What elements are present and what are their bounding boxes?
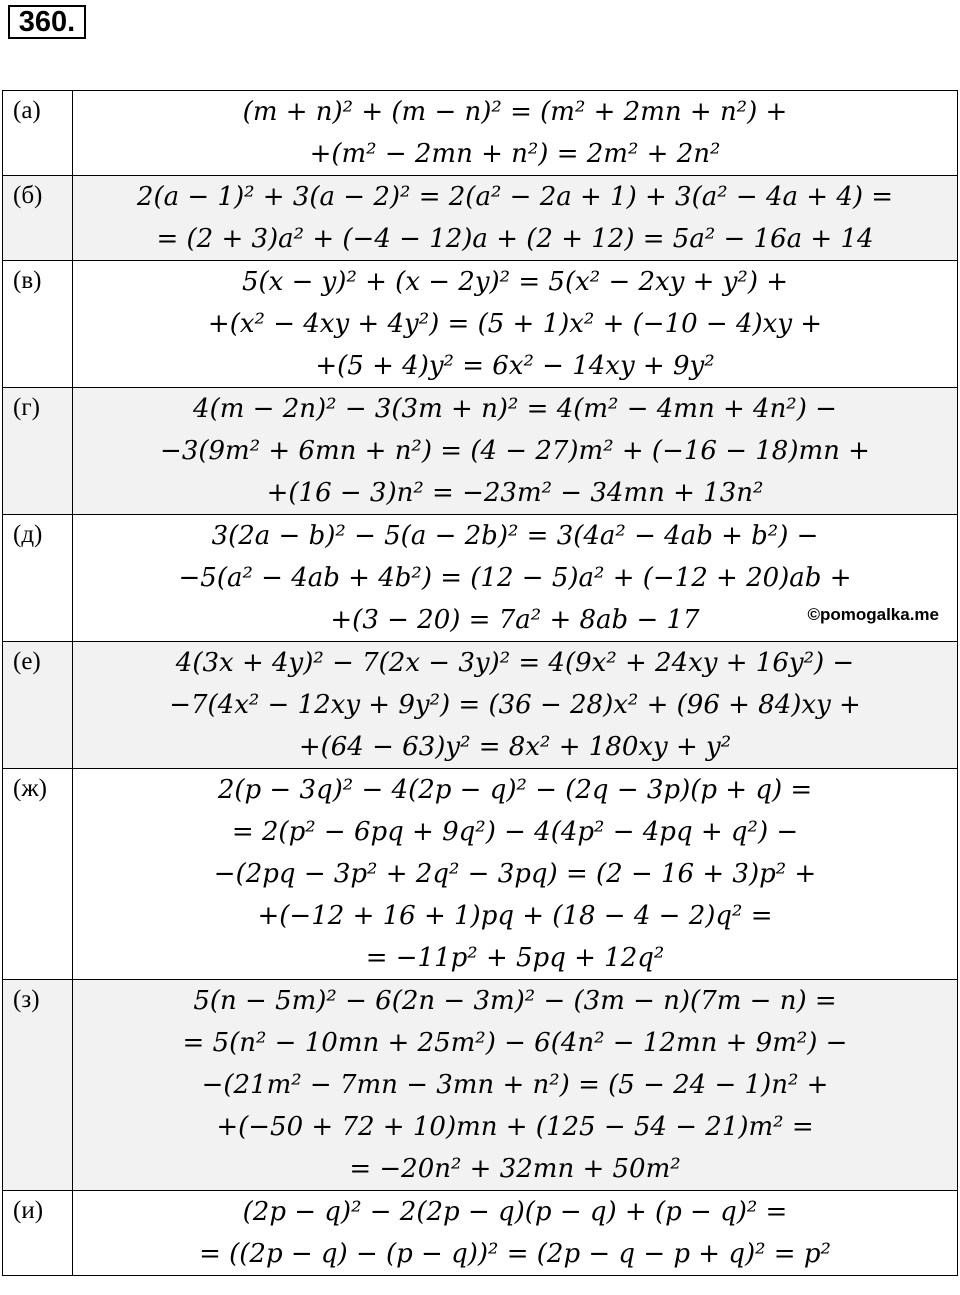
expression-line: = −20n² + 32mn + 50m² [349, 1154, 681, 1184]
row-label: (б) [3, 176, 73, 261]
expression-line: −(2pq − 3p² + 2q² − 3pq) = (2 − 16 + 3)p² + [213, 859, 817, 889]
expression-line: = 2(p² − 6pq + 9q²) − 4(4p² − 4pq + q²) − [231, 817, 799, 847]
expression-line: −3(9m² + 6mn + n²) = (4 − 27)m² + (−16 − 18)mn + [160, 436, 870, 466]
expression-line: −5(a² − 4ab + 4b²) = (12 − 5)a² + (−12 + 20)ab + [178, 563, 852, 593]
table-row [3, 176, 958, 261]
expression-line: (2p − q)² − 2(2p − q)(p − q) + (p − q)² = [242, 1197, 788, 1227]
expression-line: −7(4x² − 12xy + 9y²) = (36 − 28)x² + (96 + 84)xy + [169, 690, 861, 720]
table-row [3, 769, 958, 980]
row-label: (а) [3, 91, 73, 176]
problem-number: 360. [8, 5, 86, 39]
expression-line: +(64 − 63)y² = 8x² + 180xy + y² [298, 732, 732, 762]
row-label: (д) [3, 515, 73, 642]
solution-table [2, 90, 958, 1276]
row-expression [73, 91, 958, 176]
row-expression [73, 515, 958, 642]
expression-line: (m + n)² + (m − n)² = (m² + 2mn + n²) + [242, 97, 788, 127]
table-row [3, 261, 958, 388]
expression-line: 4(m − 2n)² − 3(3m + n)² = 4(m² − 4mn + 4n²) − [193, 394, 837, 424]
expression-line: +(m² − 2mn + n²) = 2m² + 2n² [309, 139, 721, 169]
watermark: ©pomogalka.me [807, 605, 939, 624]
expression-line: = −11p² + 5pq + 12q² [365, 943, 665, 973]
row-label: (и) [3, 1191, 73, 1276]
expression-line: = ((2p − q) − (p − q))² = (2p − q − p + q)² = p² [199, 1239, 831, 1269]
expression-line: 5(x − y)² + (x − 2y)² = 5(x² − 2xy + y²) + [241, 267, 789, 297]
expression-line: 5(n − 5m)² − 6(2n − 3m)² − (3m − n)(7m − n) = [193, 986, 837, 1016]
row-label: (е) [3, 642, 73, 769]
row-label: (г) [3, 388, 73, 515]
expression-line: = (2 + 3)a² + (−4 − 12)a + (2 + 12) = 5a² − 16a + 14 [156, 224, 874, 254]
row-label: (ж) [3, 769, 73, 980]
row-expression [73, 980, 958, 1191]
expression-line: +(16 − 3)n² = −23m² − 34mn + 13n² [266, 478, 764, 508]
row-expression [73, 769, 958, 980]
row-expression [73, 388, 958, 515]
table-row [3, 642, 958, 769]
expression-line: 3(2a − b)² − 5(a − 2b)² = 3(4a² − 4ab + b²) − [211, 521, 819, 551]
table-row [3, 515, 958, 642]
table-row [3, 1191, 958, 1276]
table-row [3, 91, 958, 176]
expression-line: +(x² − 4xy + 4y²) = (5 + 1)x² + (−10 − 4)xy + [207, 309, 823, 339]
table-row [3, 980, 958, 1191]
expression-line: 2(a − 1)² + 3(a − 2)² = 2(a² − 2a + 1) + 3(a² − 4a + 4) = [136, 182, 894, 212]
expression-line: 4(3x + 4y)² − 7(2x − 3y)² = 4(9x² + 24xy + 16y²) − [175, 648, 855, 678]
expression-line: = 5(n² − 10mn + 25m²) − 6(4n² − 12mn + 9m²) − [182, 1028, 848, 1058]
table-row [3, 388, 958, 515]
row-expression [73, 176, 958, 261]
row-expression [73, 1191, 958, 1276]
row-expression [73, 642, 958, 769]
expression-line: +(−50 + 72 + 10)mn + (125 − 54 − 21)m² = [216, 1112, 814, 1142]
expression-line: +(3 − 20) = 7a² + 8ab − 17 [330, 605, 700, 635]
expression-line: +(−12 + 16 + 1)pq + (18 − 4 − 2)q² = [257, 901, 773, 931]
expression-line: +(5 + 4)y² = 6x² − 14xy + 9y² [315, 351, 715, 381]
row-label: (з) [3, 980, 73, 1191]
row-label: (в) [3, 261, 73, 388]
row-expression [73, 261, 958, 388]
expression-line: 2(p − 3q)² − 4(2p − q)² − (2q − 3p)(p + q) = [217, 775, 813, 805]
expression-line: −(21m² − 7mn − 3mn + n²) = (5 − 24 − 1)n² + [201, 1070, 829, 1100]
